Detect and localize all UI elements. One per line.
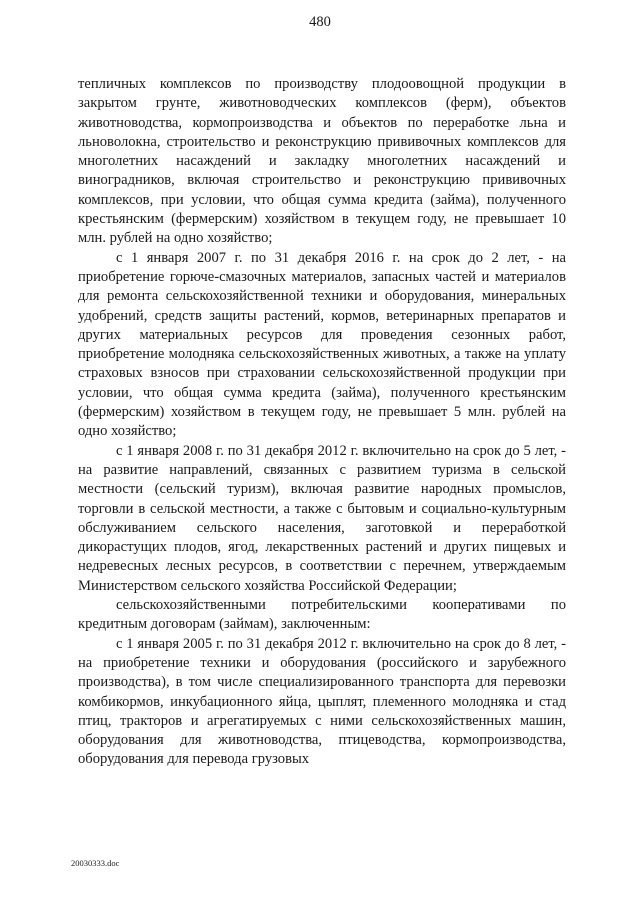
paragraph-2008-2012: с 1 января 2008 г. по 31 декабря 2012 г. включительно на срок до 5 лет, - на развитие направлений, связанных с развитием туризма в сельской местности (сельский туризм), включая развитие народных промыслов, торговли в сельской местности, а также с бытовым и социально-культурным обслуживанием сельского населения, заготовкой и переработкой дикорастущих плодов, ягод, лекарственных растений и других пищевых и недревесных лесных ресурсов, в соответствии с перечнем, утверждаемым Министерством сельского хозяйства Российской Федерации; <box>78 442 566 594</box>
page-number: 480 <box>309 14 331 30</box>
paragraph-2005-2012: с 1 января 2005 г. по 31 декабря 2012 г. включительно на срок до 8 лет, - на приобретение техники и оборудования (российского и зарубежного производства), в том числе специализированного транспорта для перевозки комбикормов, инкубационного яйца, цыплят, племенного молодняка и стад птиц, тракторов и агрегатируемых с ними сельскохозяйственных машин, оборудования для животноводства, птицеводства, кормопроизводства, оборудования для перевода грузовых <box>78 635 566 768</box>
document-body <box>78 75 566 770</box>
footer-filename: 20030333.doc <box>71 858 120 868</box>
paragraph-2007-2016: с 1 января 2007 г. по 31 декабря 2016 г. на срок до 2 лет, - на приобретение горюче-смазочных материалов, запасных частей и материалов для ремонта сельскохозяйственной техники и оборудования, минеральных удобрений, средств защиты растений, кормов, ветеринарных препаратов и других материальных ресурсов для проведения сезонных работ, приобретение молодняка сельскохозяйственных животных, а также на уплату страховых взносов при страховании сельскохозяйственной продукции при условии, что общая сумма кредита (займа), полученного крестьянским (фермерским) хозяйством в текущем году, не превышает 5 млн. рублей на одно хозяйство; <box>78 249 566 440</box>
paragraph-continuation: тепличных комплексов по производству плодоовощной продукции в закрытом грунте, животноводческих комплексов (ферм), объектов животноводства, кормопроизводства и объектов по переработке льна и льноволокна, строительство и реконструкцию прививочных комплексов для многолетних насаждений и закладку многолетних насаждений и виноградников, включая строительство и реконструкцию прививочных комплексов, при условии, что общая сумма кредита (займа), полученного крестьянским (фермерским) хозяйством в текущем году, не превышает 10 млн. рублей на одно хозяйство; <box>78 76 566 247</box>
paragraph-cooperatives: сельскохозяйственными потребительскими кооперативами по кредитным договорам (займам), заключенным: <box>78 597 566 633</box>
